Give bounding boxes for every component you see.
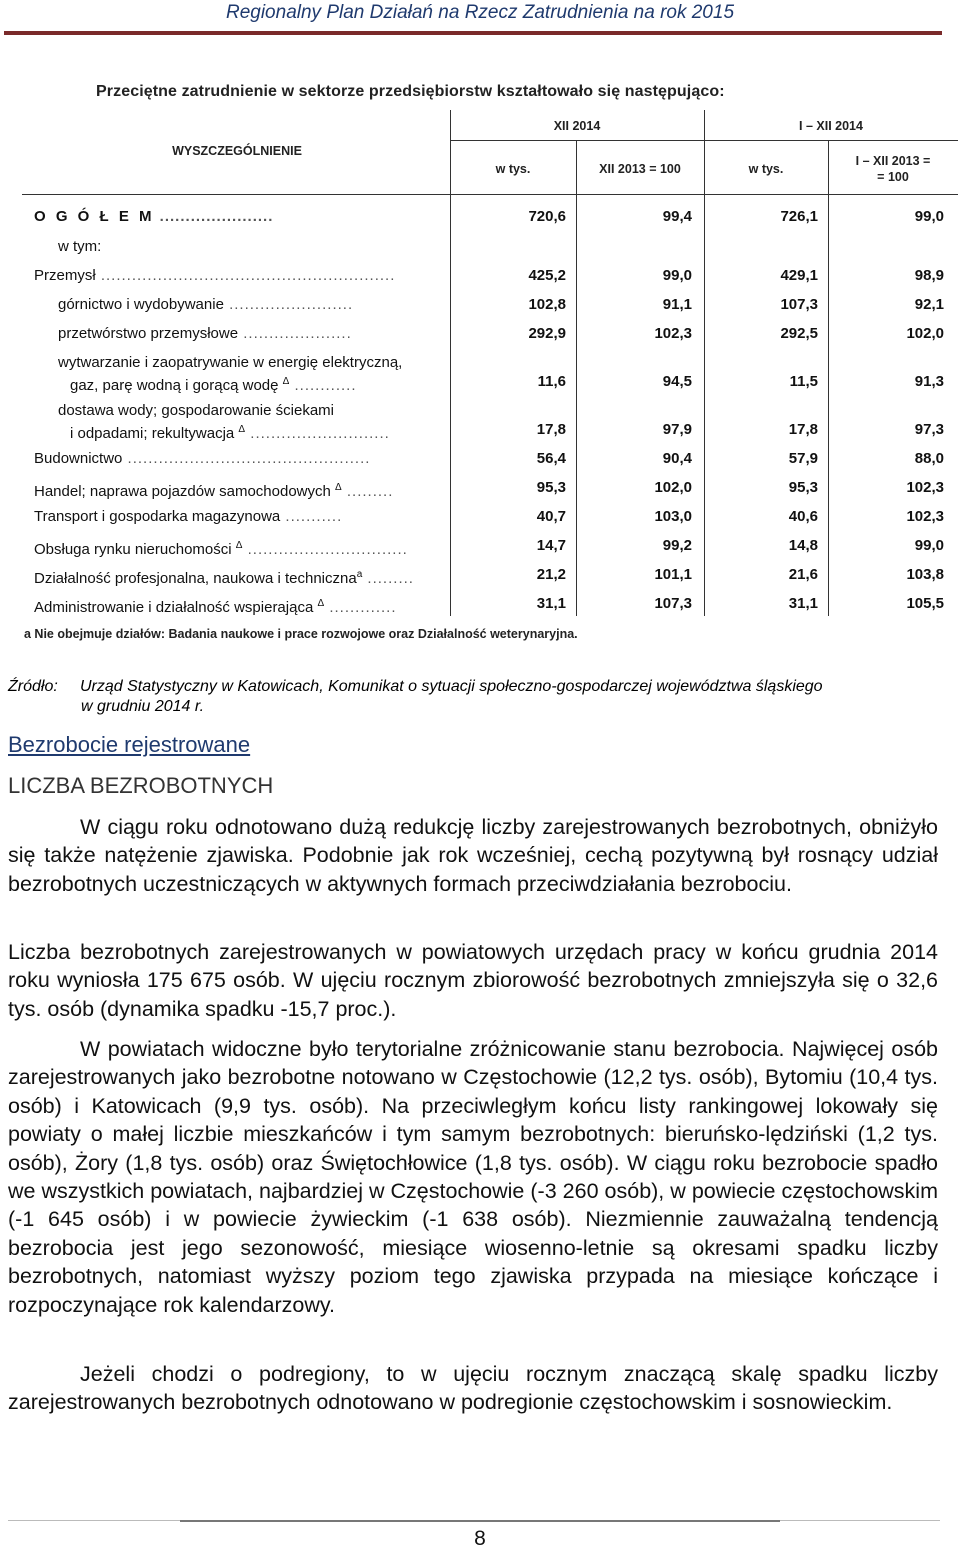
table-cell: 40,6 [788, 508, 818, 525]
table-cell: 90,4 [662, 450, 692, 467]
table-cell: 11,5 [789, 373, 818, 390]
row-label: O G Ó Ł E M ...................... [34, 208, 274, 225]
table-footnote: a Nie obejmuje działów: Badania naukowe i prace rozwojowe oraz Działalność weterynaryjna. [24, 627, 578, 641]
row-label: w tym: [58, 238, 102, 255]
page-number: 8 [474, 1527, 486, 1550]
table-cell: 425,2 [528, 267, 566, 284]
table-cell: 107,3 [780, 296, 818, 313]
table-cell: 99,4 [662, 208, 692, 225]
row-label: Działalność profesjonalna, naukowa i techniczna$^a$ ......... [34, 569, 414, 587]
table-cell: 99,2 [662, 537, 692, 554]
section-heading: Bezrobocie rejestrowane [8, 732, 251, 757]
table-cell: 97,3 [914, 421, 944, 438]
table-cell: 17,8 [788, 421, 818, 438]
table-cell: 21,6 [788, 566, 818, 583]
sub-header: = 100 [877, 170, 909, 184]
row-label: dostawa wody; gospodarowanie ściekami [58, 402, 334, 419]
table-cell: 103,8 [906, 566, 944, 583]
table-cell: 429,1 [780, 267, 818, 284]
sub-header: w tys. [495, 162, 531, 176]
table-cell: 99,0 [914, 208, 944, 225]
table-cell: 102,3 [906, 479, 944, 496]
table-divider [22, 194, 958, 195]
sub-header: XII 2013 = 100 [599, 162, 681, 176]
table-cell: 99,0 [662, 267, 692, 284]
table-cell: 97,9 [662, 421, 692, 438]
table-cell: 102,0 [654, 479, 692, 496]
row-label: przetwórstwo przemysłowe ..................... [58, 325, 352, 342]
table-cell: 99,0 [914, 537, 944, 554]
source-text: w grudniu 2014 r. [81, 698, 205, 715]
footer-rule [180, 1520, 780, 1522]
table-cell: 92,1 [914, 296, 944, 313]
table-cell: 720,6 [528, 208, 566, 225]
stub-header: WYSZCZEGÓLNIENIE [172, 144, 302, 158]
table-cell: 102,3 [654, 325, 692, 342]
table-cell: 88,0 [914, 450, 944, 467]
body-paragraph: W powiatach widoczne było terytorialne zróżnicowanie stanu bezrobocia. Najwięcej osób zarejestrowanych jako bezrobotne notowano w Częstochowie (12,2 tys. osób), Bytomiu (10,4 tys. osób) i Katowicach (9,9 tys. osób). Na przeciwległym końcu listy rankingowej lokowały się powiaty o małej liczbie mieszkańców i tym samym bezrobotnych: bieruńsko-lędziński (1,2 tys. osób), Żory (1,8 tys. osób) oraz Świętochłowice (1,8 tys. osób). W ciągu roku bezrobocie spadło we wszystkich powiatach, najbardziej w Częstochowie (-3 260 osób), w powiecie częstochowskim (-1 645 osób) i w powiecie żywieckim (-1 638 osób). Niezmiennie zauważalną tendencją bezrobocia jest jego sezonowość, miesiące wiosenno-letnie są okresami spadku liczby bezrobotnych, natomiast wyższy poziom tego zjawiska przypada na miesiące kończące i rozpoczynające rok kalendarzowy. [8, 1037, 938, 1317]
body-paragraph: Jeżeli chodzi o podregiony, to w ujęciu rocznym znaczącą skalę spadku liczby zarejestrowanych bezrobotnych odnotowano w podregionie częstochowskim i sosnowieckim. [8, 1362, 938, 1415]
table-divider [450, 140, 958, 141]
table-cell: 292,5 [780, 325, 818, 342]
group-header: XII 2014 [553, 119, 601, 133]
table-cell: 17,8 [536, 421, 566, 438]
footnote-mark: Δ [317, 598, 325, 609]
section-subheading: LICZBA BEZROBOTNYCH [8, 773, 274, 798]
table-cell: 103,0 [654, 508, 692, 525]
row-label: wytwarzanie i zaopatrywanie w energię elektryczną, [58, 354, 403, 371]
table-cell: 14,7 [536, 537, 566, 554]
table-cell: 31,1 [788, 595, 818, 612]
footnote-mark: a [356, 569, 363, 580]
table-cell: 101,1 [654, 566, 692, 583]
table-cell: 105,5 [906, 595, 944, 612]
footnote-mark: Δ [282, 376, 290, 387]
table-cell: 57,9 [788, 450, 818, 467]
row-label: Handel; naprawa pojazdów samochodowych $^\Delta$ ......... [34, 482, 394, 500]
row-label: Budownictwo ............................................... [34, 450, 371, 467]
table-cell: 14,8 [788, 537, 818, 554]
table-cell: 102,0 [906, 325, 944, 342]
row-label: Transport i gospodarka magazynowa ........... [34, 508, 343, 525]
table-cell: 40,7 [536, 508, 566, 525]
row-label: górnictwo i wydobywanie ........................ [58, 296, 354, 313]
table-cell: 102,8 [528, 296, 566, 313]
footnote-mark: Δ [235, 540, 243, 551]
table-cell: 102,3 [906, 508, 944, 525]
table-cell: 91,3 [914, 373, 944, 390]
row-label: Przemysł ......................................................... [34, 267, 396, 284]
row-label: Obsługa rynku nieruchomości $^\Delta$ ............................... [34, 540, 408, 558]
footnote-mark: Δ [335, 482, 342, 493]
table-cell: 107,3 [654, 595, 692, 612]
sub-header: w tys. [748, 162, 784, 176]
group-header: I – XII 2014 [799, 119, 863, 133]
table-cell: 94,5 [662, 373, 692, 390]
footnote-mark: Δ [238, 424, 246, 435]
table-cell: 292,9 [528, 325, 566, 342]
table-cell: 21,2 [536, 566, 566, 583]
row-label: gaz, parę wodną i gorącą wodę $^\Delta$ ............ [70, 376, 357, 394]
table-cell: 91,1 [662, 296, 692, 313]
table-cell: 95,3 [788, 479, 818, 496]
source-note [8, 677, 948, 717]
table-cell: 98,9 [914, 267, 944, 284]
header-title: Regionalny Plan Działań na Rzecz Zatrudnienia na rok 2015 [225, 2, 735, 23]
table-cell: 56,4 [536, 450, 566, 467]
table-caption: Przeciętne zatrudnienie w sektorze przedsiębiorstw kształtowało się następująco: [96, 83, 725, 100]
header-rule [4, 31, 942, 35]
row-label: i odpadami; rekultywacja $^\Delta$ ........................... [70, 424, 390, 442]
table-cell: 11,6 [537, 373, 566, 390]
employment-table [22, 110, 958, 616]
body-paragraph: W ciągu roku odnotowano dużą redukcję liczby zarejestrowanych bezrobotnych, obniżyło się także natężenie zjawiska. Podobnie jak rok wcześniej, cechą pozytywną był rosnący udział bezrobotnych uczestniczących w aktywnych formach przeciwdziałania bezrobociu. [8, 815, 938, 896]
row-label: Administrowanie i działalność wspierająca $^\Delta$ ............. [34, 598, 397, 616]
table-cell: 31,1 [536, 595, 566, 612]
table-cell: 95,3 [536, 479, 566, 496]
source-label: Źródło: [8, 678, 58, 695]
source-text: Urząd Statystyczny w Katowicach, Komunikat o sytuacji społeczno-gospodarczej województwa śląskiego [80, 678, 823, 695]
sub-header: I – XII 2013 = [855, 154, 931, 168]
body-paragraph: Liczba bezrobotnych zarejestrowanych w powiatowych urzędach pracy w końcu grudnia 2014 roku wyniosła 175 675 osób. W ujęciu rocznym zbiorowość bezrobotnych zmniejszyła się o 32,6 tys. osób (dynamika spadku -15,7 proc.). [8, 940, 938, 1021]
table-cell: 726,1 [780, 208, 818, 225]
